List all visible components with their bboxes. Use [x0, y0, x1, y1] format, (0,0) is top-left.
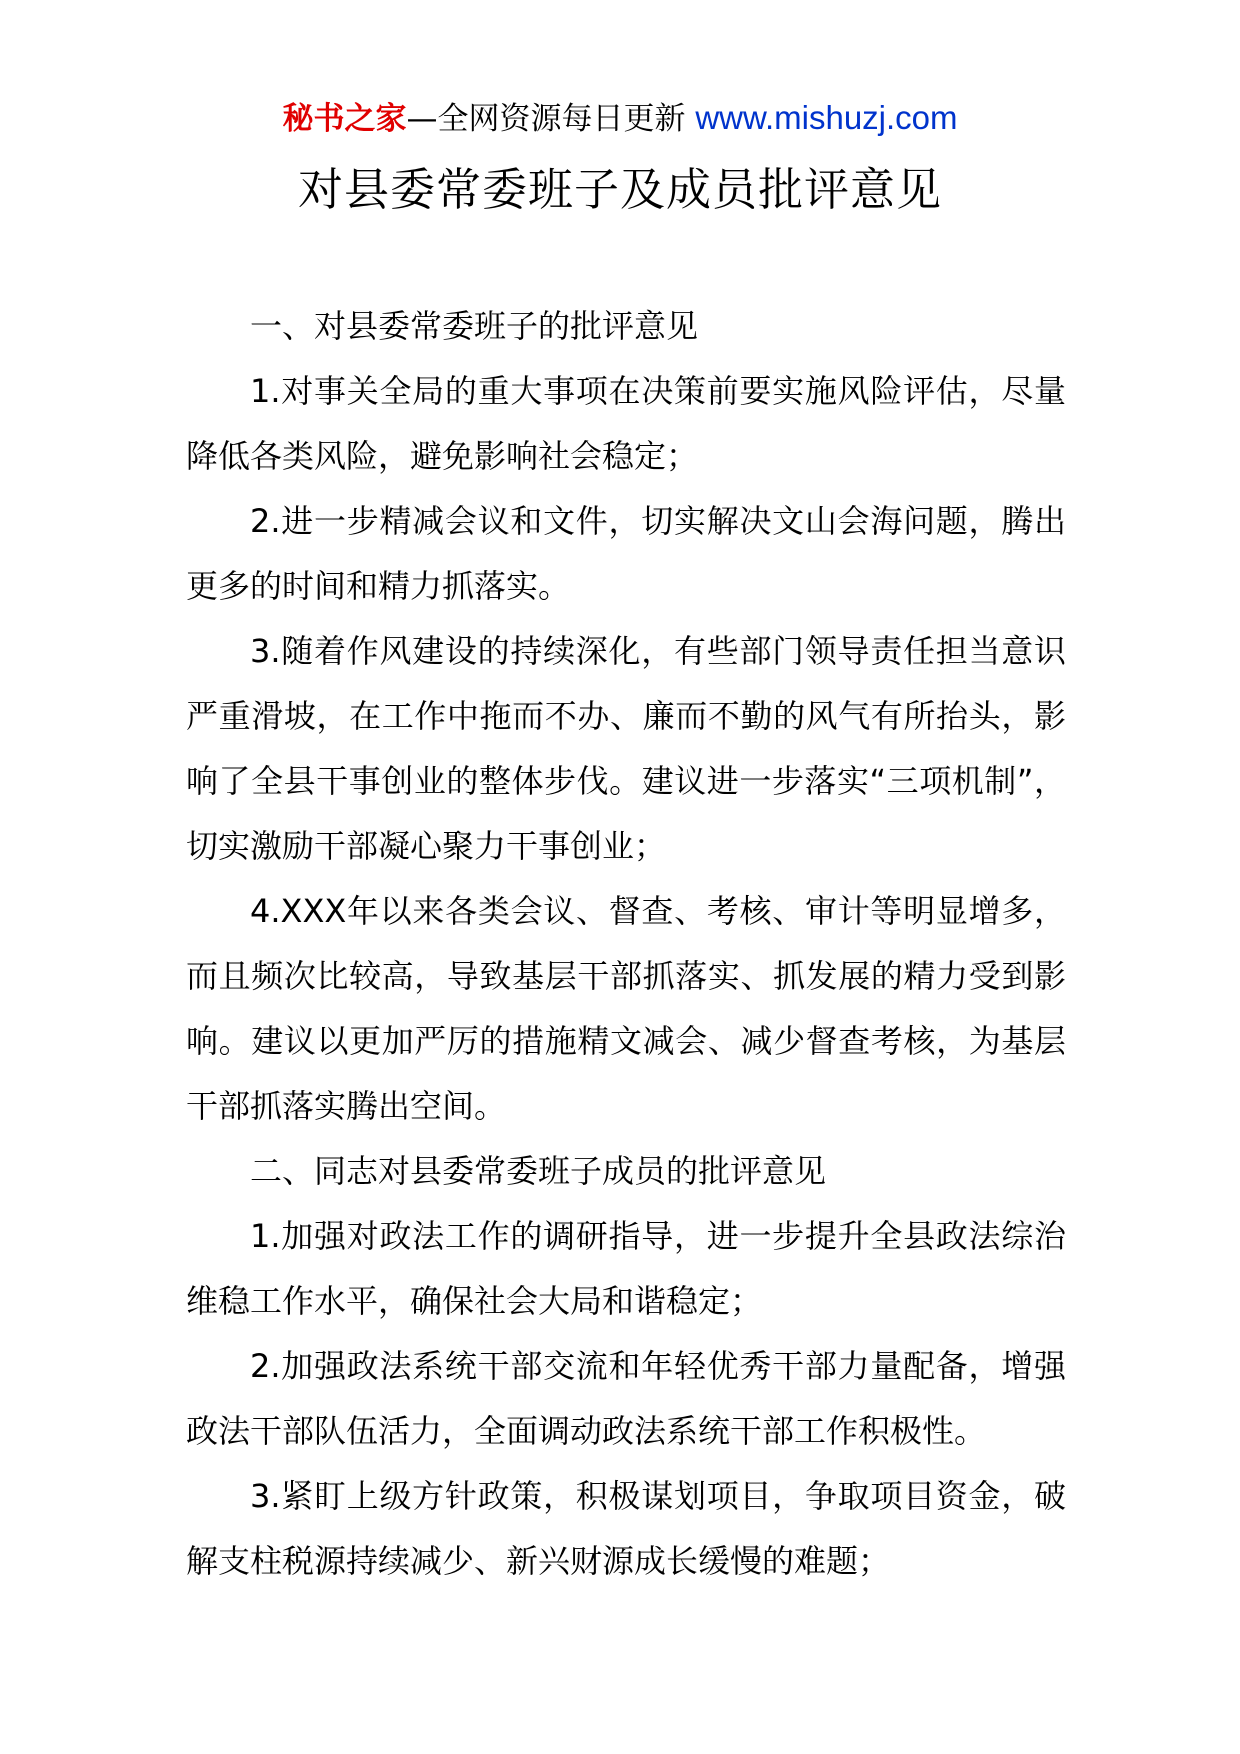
- document-body: [186, 294, 1066, 1594]
- paragraph: 4.XXX年以来各类会议、督查、考核、审计等明显增多，而且频次比较高，导致基层干部抓落实、抓发展的精力受到影响。建议以更加严厉的措施精文减会、减少督查考核，为基层干部抓落实腾出空间。: [186, 892, 1066, 1125]
- paragraph: 2.加强政法系统干部交流和年轻优秀干部力量配备，增强政法干部队伍活力，全面调动政法系统干部工作积极性。: [186, 1347, 1066, 1450]
- section-heading-1: 一、对县委常委班子的批评意见: [250, 307, 699, 345]
- paragraph: 1.对事关全局的重大事项在决策前要实施风险评估，尽量降低各类风险，避免影响社会稳定；: [186, 372, 1066, 475]
- site-brand: 秘书之家: [282, 101, 407, 137]
- site-url-link[interactable]: www.mishuzj.com: [695, 99, 958, 136]
- paragraph: 3.紧盯上级方针政策，积极谋划项目，争取项目资金，破解支柱税源持续减少、新兴财源成长缓慢的难题；: [186, 1477, 1066, 1580]
- paragraph: 1.加强对政法工作的调研指导，进一步提升全县政法综治维稳工作水平，确保社会大局和谐稳定；: [186, 1217, 1066, 1320]
- document-title: 对县委常委班子及成员批评意见: [297, 163, 942, 216]
- site-slogan: —全网资源每日更新: [406, 101, 696, 137]
- paragraph: 3.随着作风建设的持续深化，有些部门领导责任担当意识严重滑坡，在工作中拖而不办、廉而不勤的风气有所抬头，影响了全县干事创业的整体步伐。建议进一步落实“三项机制”，切实激励干部凝心聚力干事创业；: [186, 632, 1066, 865]
- paragraph: 2.进一步精减会议和文件，切实解决文山会海问题，腾出更多的时间和精力抓落实。: [186, 502, 1066, 605]
- site-header: [0, 98, 1240, 139]
- section-heading-2: 二、同志对县委常委班子成员的批评意见: [250, 1152, 827, 1190]
